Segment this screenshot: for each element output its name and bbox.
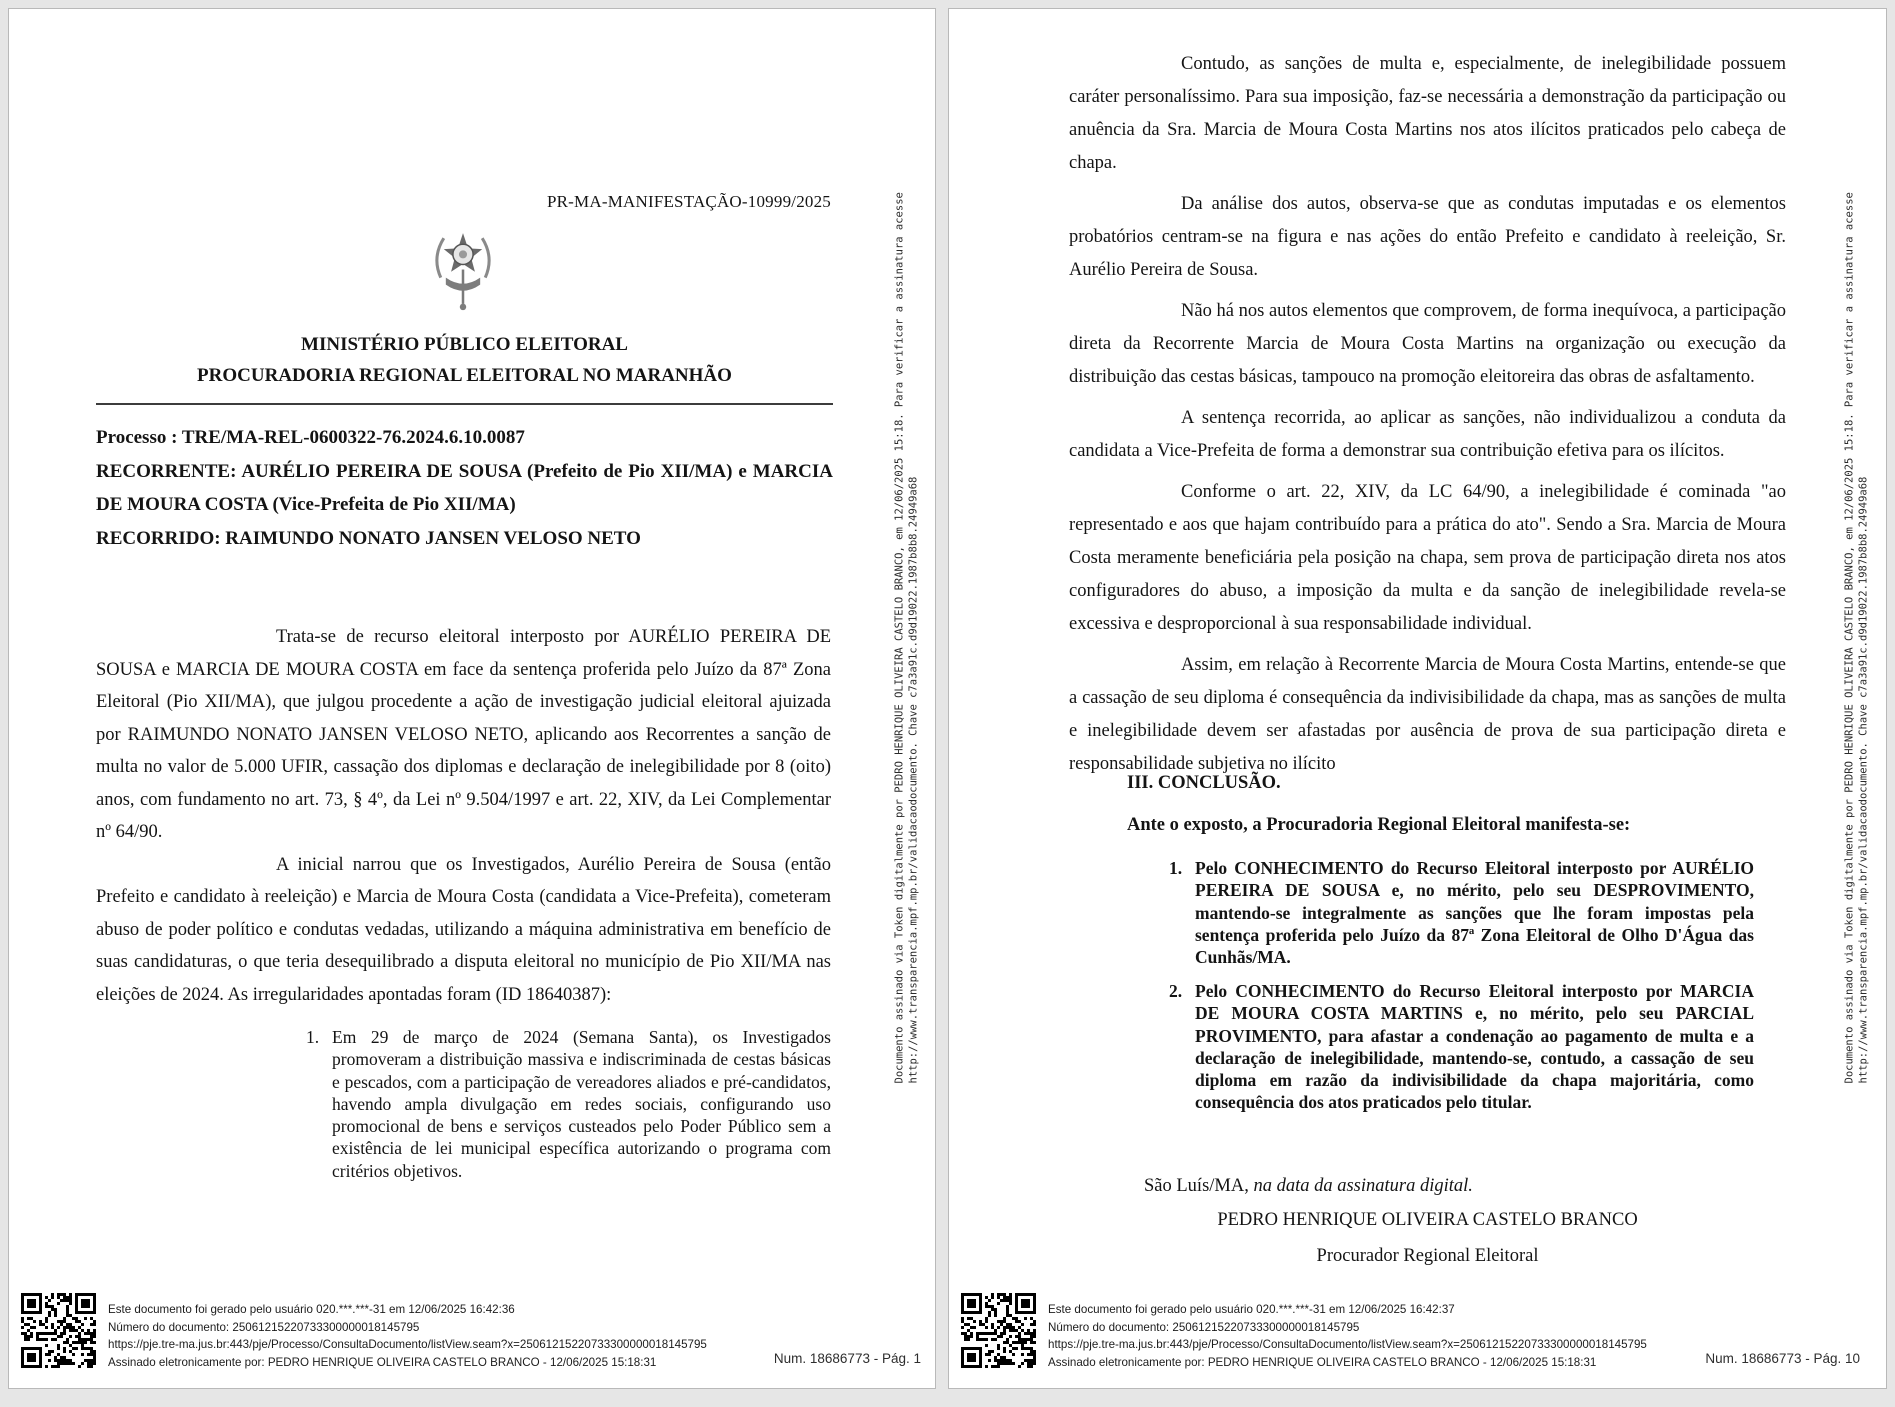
paragraph: Da análise dos autos, observa-se que as condutas imputadas e os elementos probatórios centram-se na figura e nas ações do então Prefeito e candidato à reeleição, Sr. Aurélio Pereira de Sousa.	[1069, 194, 1786, 280]
paragraph: A inicial narrou que os Investigados, Aurélio Pereira de Sousa (então Prefeito e candidato à reeleição) e Marcia de Moura Costa (candidata a Vice-Prefeita), cometeram abuso de poder político e condutas vedadas, utilizando a máquina administrativa em benefício de suas candidaturas, o que teria desequilibrado a disputa eleitoral no município de Pio XII/MA nas eleições de 2024. As irregularidades apontadas foram (ID 18640387):	[96, 854, 831, 1005]
paragraph: Conforme o art. 22, XIV, da LC 64/90, a inelegibilidade é cominada "ao representado e aos que hajam contribuído para a prática do ato". Sendo a Sra. Marcia de Moura Costa meramente beneficiária pela posição na chapa, sem prova de participação direta nos atos configuradores do abuso, a imposição da multa e da sanção de inelegibilidade revela-se excessiva e desproporcional à sua responsabilidade individual.	[1069, 482, 1786, 634]
stamp-line-1: Documento assinado via Token digitalmente por PEDRO HENRIQUE OLIVEIRA CASTELO BRANCO, em 12/06/2025 15:18. Para verificar a assinatura acesse	[1843, 192, 1856, 1084]
conclusion-intro: Ante o exposto, a Procuradoria Regional Eleitoral manifesta-se:	[1127, 815, 1631, 835]
paragraph: Trata-se de recurso eleitoral interposto por AURÉLIO PEREIRA DE SOUSA e MARCIA DE MOURA COSTA em face da sentença proferida pelo Juízo da 87ª Zona Eleitoral (Pio XII/MA), que julgou procedente a ação de investigação judicial eleitoral ajuizada por RAIMUNDO NONATO JANSEN VELOSO NETO, aplicando aos Recorrentes a sanção de multa no valor de 5.000 UFIR, cassação dos diplomas e declaração de inelegibilidade por 8 (oito) anos, com fundamento no art. 73, § 4º, da Lei nº 9.504/1997 e art. 22, XIV, da Lei Complementar nº 64/90.	[96, 627, 831, 842]
org-line-1: MINISTÉRIO PÚBLICO ELEITORAL	[301, 334, 628, 355]
footer-doc-number-line: Número do documento: 25061215220733300000018145795	[108, 1320, 420, 1334]
signer-name: PEDRO HENRIQUE OLIVEIRA CASTELO BRANCO	[1217, 1210, 1638, 1230]
stamp-line-2: http://www.transparencia.mpf.mp.br/validacaodocumento. Chave c7a3a91c.d9d19022.1987b8b8.24949a68	[1857, 476, 1869, 1084]
document-reference: PR-MA-MANIFESTAÇÃO-10999/2025	[546, 192, 831, 211]
organization-title	[96, 329, 833, 391]
footer-validation-url: https://pje.tre-ma.jus.br:443/pje/Processo/ConsultaDocumento/listView.seam?x=25061215220733300000018145795	[1048, 1338, 1647, 1351]
list-item-text: Pelo CONHECIMENTO do Recurso Eleitoral interposto por MARCIA DE MOURA COSTA MARTINS e, no mérito, pelo seu PARCIAL PROVIMENTO, para afastar a condenação ao pagamento de multa e a declaração de inelegibilidade, mantendo-se, contudo, a cassação de seu diploma em razão da indivisibilidade da chapa majoritária, como consequência dos atos praticados pelo titular.	[1195, 981, 1754, 1113]
appellant-line: RECORRENTE: AURÉLIO PEREIRA DE SOUSA (Prefeito de Pio XII/MA) e MARCIA DE MOURA COSTA (Vice-Prefeita de Pio XII/MA)	[96, 460, 833, 515]
paragraph: Assim, em relação à Recorrente Marcia de Moura Costa Martins, entende-se que a cassação de seu diploma é consequência da indivisibilidade da chapa, mas as sanções de multa e inelegibilidade devem ser afastadas por ausência de prova de sua participação direta e responsabilidade subjetiva no ilícito	[1069, 655, 1786, 774]
paragraph: Contudo, as sanções de multa e, especialmente, de inelegibilidade possuem caráter personalíssimo. Para sua imposição, faz-se necessária a demonstração da participação ou anuência da Sra. Marcia de Moura Costa Martins nos atos ilícitos praticados pelo cabeça de chapa.	[1069, 54, 1786, 173]
page1-validation-footer	[21, 1293, 707, 1371]
signature-place: São Luís/MA,	[1144, 1176, 1254, 1196]
qr-code	[961, 1293, 1036, 1368]
appellee-line: RECORRIDO: RAIMUNDO NONATO JANSEN VELOSO NETO	[96, 527, 641, 549]
list-item-number: 1.	[1169, 858, 1183, 878]
stamp-line-2: http://www.transparencia.mpf.mp.br/validacaodocumento. Chave c7a3a91c.d9d19022.1987b8b8.24949a68	[907, 476, 919, 1084]
footer-signed-line: Assinado eletronicamente por: PEDRO HENRIQUE OLIVEIRA CASTELO BRANCO - 12/06/2025 15:18:31	[108, 1355, 657, 1369]
signature-date-note: na data da assinatura digital.	[1253, 1176, 1473, 1196]
paragraph: Não há nos autos elementos que comprovem, de forma inequívoca, a participação direta da Recorrente Marcia de Moura Costa Martins na organização ou execução da distribuição das cestas básicas, tampouco na promoção eleitoreira das obras de asfaltamento.	[1069, 301, 1786, 387]
org-line-2: PROCURADORIA REGIONAL ELEITORAL NO MARANHÃO	[197, 365, 732, 386]
page10-validation-footer	[961, 1293, 1647, 1371]
case-number-line: Processo : TRE/MA-REL-0600322-76.2024.6.10.0087	[96, 427, 525, 448]
list-item-number: 2.	[1169, 981, 1183, 1001]
document-page-1	[8, 8, 936, 1389]
qr-code	[21, 1293, 96, 1368]
conclusion-item-1	[1169, 857, 1754, 968]
page-number-label: Num. 18686773 - Pág. 10	[1705, 1351, 1860, 1366]
page-number-label: Num. 18686773 - Pág. 1	[773, 1351, 921, 1366]
signature-place-line	[1144, 1176, 1473, 1197]
list-item-text: Em 29 de março de 2024 (Semana Santa), os Investigados promoveram a distribuição massiva e indiscriminada de cestas básicas e pescados, com a participação de vereadores aliados e pré-candidatos, havendo ampla divulgação em redes sociais, configurando uso promocional de bens e serviços custeados pelo Poder Público sem a existência de lei municipal específica autorizando o programa com critérios objetivos.	[332, 1027, 831, 1181]
footer-generated-line: Este documento foi gerado pelo usuário 020.***.***-31 em 12/06/2025 16:42:36	[108, 1303, 515, 1316]
signer-role: Procurador Regional Eleitoral	[1316, 1246, 1539, 1266]
numbered-list-item	[306, 1026, 831, 1182]
header-divider	[96, 403, 833, 405]
conclusion-item-2	[1169, 980, 1754, 1114]
footer-signed-line: Assinado eletronicamente por: PEDRO HENRIQUE OLIVEIRA CASTELO BRANCO - 12/06/2025 15:18:31	[1048, 1355, 1597, 1369]
footer-validation-url: https://pje.tre-ma.jus.br:443/pje/Processo/ConsultaDocumento/listView.seam?x=25061215220733300000018145795	[108, 1338, 707, 1351]
document-page-10	[948, 8, 1887, 1389]
stamp-line-1: Documento assinado via Token digitalmente por PEDRO HENRIQUE OLIVEIRA CASTELO BRANCO, em 12/06/2025 15:18. Para verificar a assinatura acesse	[893, 192, 906, 1084]
page10-body-text	[1069, 48, 1786, 789]
vertical-signature-stamp	[1843, 192, 1871, 1084]
conclusion-heading: III. CONCLUSÃO.	[1127, 773, 1281, 793]
footer-generated-line: Este documento foi gerado pelo usuário 020.***.***-31 em 12/06/2025 16:42:37	[1048, 1303, 1455, 1316]
page1-body-text	[96, 621, 831, 1182]
list-item-text: Pelo CONHECIMENTO do Recurso Eleitoral interposto por AURÉLIO PEREIRA DE SOUSA e, no mérito, pelo seu DESPROVIMENTO, mantendo-se integralmente as sanções que lhe foram impostas pela sentença proferida pelo Juízo da 87ª Zona Eleitoral de Olho D'Água das Cunhãs/MA.	[1195, 858, 1754, 968]
list-item-number: 1.	[306, 1027, 320, 1047]
footer-doc-number-line: Número do documento: 25061215220733300000018145795	[1048, 1320, 1360, 1334]
vertical-signature-stamp	[893, 192, 921, 1084]
case-header-block	[96, 421, 833, 555]
paragraph: A sentença recorrida, ao aplicar as sanções, não individualizou a conduta da candidata a Vice-Prefeita de forma a demonstrar sua contribuição efetiva para os ilícitos.	[1069, 408, 1786, 461]
brazil-coat-of-arms-icon	[427, 219, 499, 315]
